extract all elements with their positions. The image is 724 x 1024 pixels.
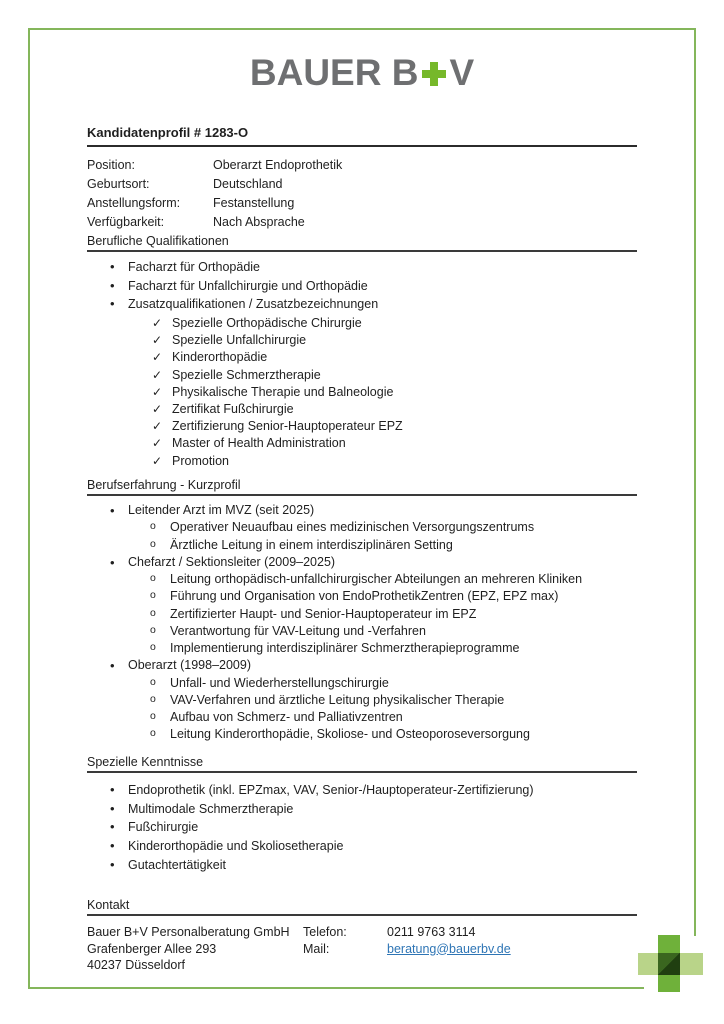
circle-bullet-icon: o [150,606,156,619]
job-detail [87,726,637,743]
bullet-icon: • [110,838,115,854]
field-row-geburtsort [87,175,637,194]
contact-values [387,924,511,957]
job-role [87,502,637,519]
list-item-text: Master of Health Administration [172,436,346,451]
circle-bullet-icon: o [150,572,156,584]
field-value: Nach Absprache [213,215,305,229]
bullet-icon: • [110,782,115,797]
list-item-text: Kinderorthopädie [172,350,268,365]
job-detail [87,588,637,605]
job-role-text: Leitender Arzt im MVZ (seit 2025) [128,503,315,517]
list-item [87,800,637,819]
mail-link[interactable]: beratung@bauerbv.de [387,941,511,956]
field-label: Geburtsort: [87,177,150,191]
job-role-text: Oberarzt (1998–2009) [128,658,251,673]
list-item-text: Zusatzqualifikationen / Zusatzbezeichnungen [128,297,379,312]
list-item [87,295,637,314]
list-item [87,781,637,800]
list-item [87,277,637,296]
list-item [87,818,637,837]
job-detail [87,623,637,640]
field-value: Deutschland [213,177,283,191]
bullet-icon: • [110,277,115,293]
job-detail-text: Führung und Organisation von EndoProthetikZentren (EPZ, EPZ max) [170,589,559,604]
circle-bullet-icon: o [150,692,156,705]
bullet-icon: • [110,259,115,274]
list-item-text: Promotion [172,453,229,468]
field-value: Oberarzt Endoprothetik [213,158,343,172]
contact-company-address [87,924,290,974]
job-detail [87,537,637,554]
company-street: Grafenberger Allee 293 [87,941,217,956]
field-row-anstellungsform [87,194,637,213]
check-icon: ✓ [152,367,163,382]
company-name: Bauer B+V Personalberatung GmbH [87,925,290,939]
list-item [87,418,637,435]
circle-bullet-icon: o [150,520,156,533]
list-item [87,401,637,418]
job-detail [87,606,637,623]
qualifications-check-list [87,315,637,470]
list-item [87,856,637,875]
bullet-icon: • [110,800,115,816]
phone-number: 0211 9763 3114 [387,925,476,939]
logo-text-left: BAUER B [249,52,419,93]
list-item [87,258,637,277]
list-item-text: Spezielle Unfallchirurgie [172,333,307,348]
job-detail-text: Verantwortung für VAV-Leitung und -Verfahren [170,623,426,638]
job-role [87,657,637,674]
field-label: Anstellungsform: [87,196,181,210]
check-icon: ✓ [152,402,163,417]
check-icon: ✓ [152,419,163,434]
circle-bullet-icon: o [150,727,156,740]
list-item-text: Fußchirurgie [128,820,199,835]
job-detail [87,675,637,692]
bullet-icon: • [110,856,115,872]
circle-bullet-icon: o [150,589,156,602]
job-detail-text: Leitung orthopädisch-unfallchirurgischer Abteilungen an mehreren Kliniken [170,572,583,586]
contact-labels [303,924,347,957]
check-icon: ✓ [152,350,163,365]
section-header-kenntnisse: Spezielle Kenntnisse [87,755,637,773]
list-item [87,349,637,366]
list-item-text: Zertifizierung Senior-Hauptoperateur EPZ [172,419,403,434]
circle-bullet-icon: o [150,675,156,688]
check-icon: ✓ [152,436,163,451]
section-header-berufserfahrung: Berufserfahrung - Kurzprofil [87,478,637,496]
bullet-icon: • [110,658,115,674]
field-label: Verfügbarkeit: [87,215,165,229]
circle-bullet-icon: o [150,710,156,722]
bullet-icon: • [110,503,115,518]
list-item-text: Spezielle Orthopädische Chirurgie [172,316,362,330]
list-item [87,315,637,332]
profile-fields [87,156,637,232]
list-item-text: Zertifikat Fußchirurgie [172,402,294,417]
list-item-text: Physikalische Therapie und Balneologie [172,384,394,399]
job-role-text: Chefarzt / Sektionsleiter (2009–2025) [128,554,336,569]
list-item-text: Gutachtertätigkeit [128,857,226,872]
bullet-icon: • [110,554,115,570]
field-label: Position: [87,158,135,172]
list-item [87,384,637,401]
job-detail [87,640,637,657]
list-item [87,435,637,452]
job-detail [87,571,637,588]
job-detail-text: Aufbau von Schmerz- und Palliativzentren [170,710,403,724]
company-city: 40237 Düsseldorf [87,958,185,972]
job-detail [87,709,637,726]
qualifications-bullet-list [87,258,637,314]
experience-list [87,502,637,744]
job-detail [87,692,637,709]
mail-label: Mail: [303,941,330,956]
bullet-icon: • [110,296,115,312]
circle-bullet-icon: o [150,623,156,636]
job-detail [87,519,637,536]
job-detail-text: Implementierung interdisziplinärer Schmerztherapieprogramme [170,641,520,655]
corner-cross-overlap [658,953,680,975]
logo-plus-icon [422,62,446,86]
job-detail-text: Ärztliche Leitung in einem interdisziplinären Setting [170,537,453,552]
job-detail-text: Zertifizierter Haupt- und Senior-Hauptoperateur im EPZ [170,606,477,621]
list-item [87,837,637,856]
field-row-verfuegbarkeit [87,213,637,232]
list-item-text: Endoprothetik (inkl. EPZmax, VAV, Senior-/Hauptoperateur-Zertifizierung) [128,783,534,797]
section-header-qualifikationen: Berufliche Qualifikationen [87,234,637,252]
job-detail-text: Unfall- und Wiederherstellungschirurgie [170,675,389,690]
check-icon: ✓ [152,333,163,348]
list-item-text: Multimodale Schmerztherapie [128,801,294,816]
list-item [87,332,637,349]
job-role [87,554,637,571]
field-row-position [87,156,637,175]
bullet-icon: • [110,819,115,835]
check-icon: ✓ [152,453,163,468]
document-title: Kandidatenprofil # 1283-O [87,124,637,147]
check-icon: ✓ [152,316,163,330]
list-item-text: Facharzt für Unfallchirurgie und Orthopädie [128,278,368,293]
job-detail-text: VAV-Verfahren und ärztliche Leitung physikalischer Therapie [170,692,505,707]
skills-list [87,781,637,875]
company-logo [87,52,637,94]
list-item-text: Spezielle Schmerztherapie [172,367,321,382]
list-item [87,367,637,384]
section-header-kontakt: Kontakt [87,898,637,916]
field-value: Festanstellung [213,196,295,210]
job-detail-text: Leitung Kinderorthopädie, Skoliose- und Osteoporoseversorgung [170,727,530,742]
list-item-text: Facharzt für Orthopädie [128,260,261,274]
list-item [87,453,637,470]
check-icon: ✓ [152,384,163,399]
list-item-text: Kinderorthopädie und Skoliosetherapie [128,839,344,854]
circle-bullet-icon: o [150,537,156,550]
circle-bullet-icon: o [150,641,156,653]
logo-text-right: V [449,52,475,93]
phone-label: Telefon: [303,925,347,939]
job-detail-text: Operativer Neuaufbau eines medizinischen Versorgungszentrums [170,520,535,535]
